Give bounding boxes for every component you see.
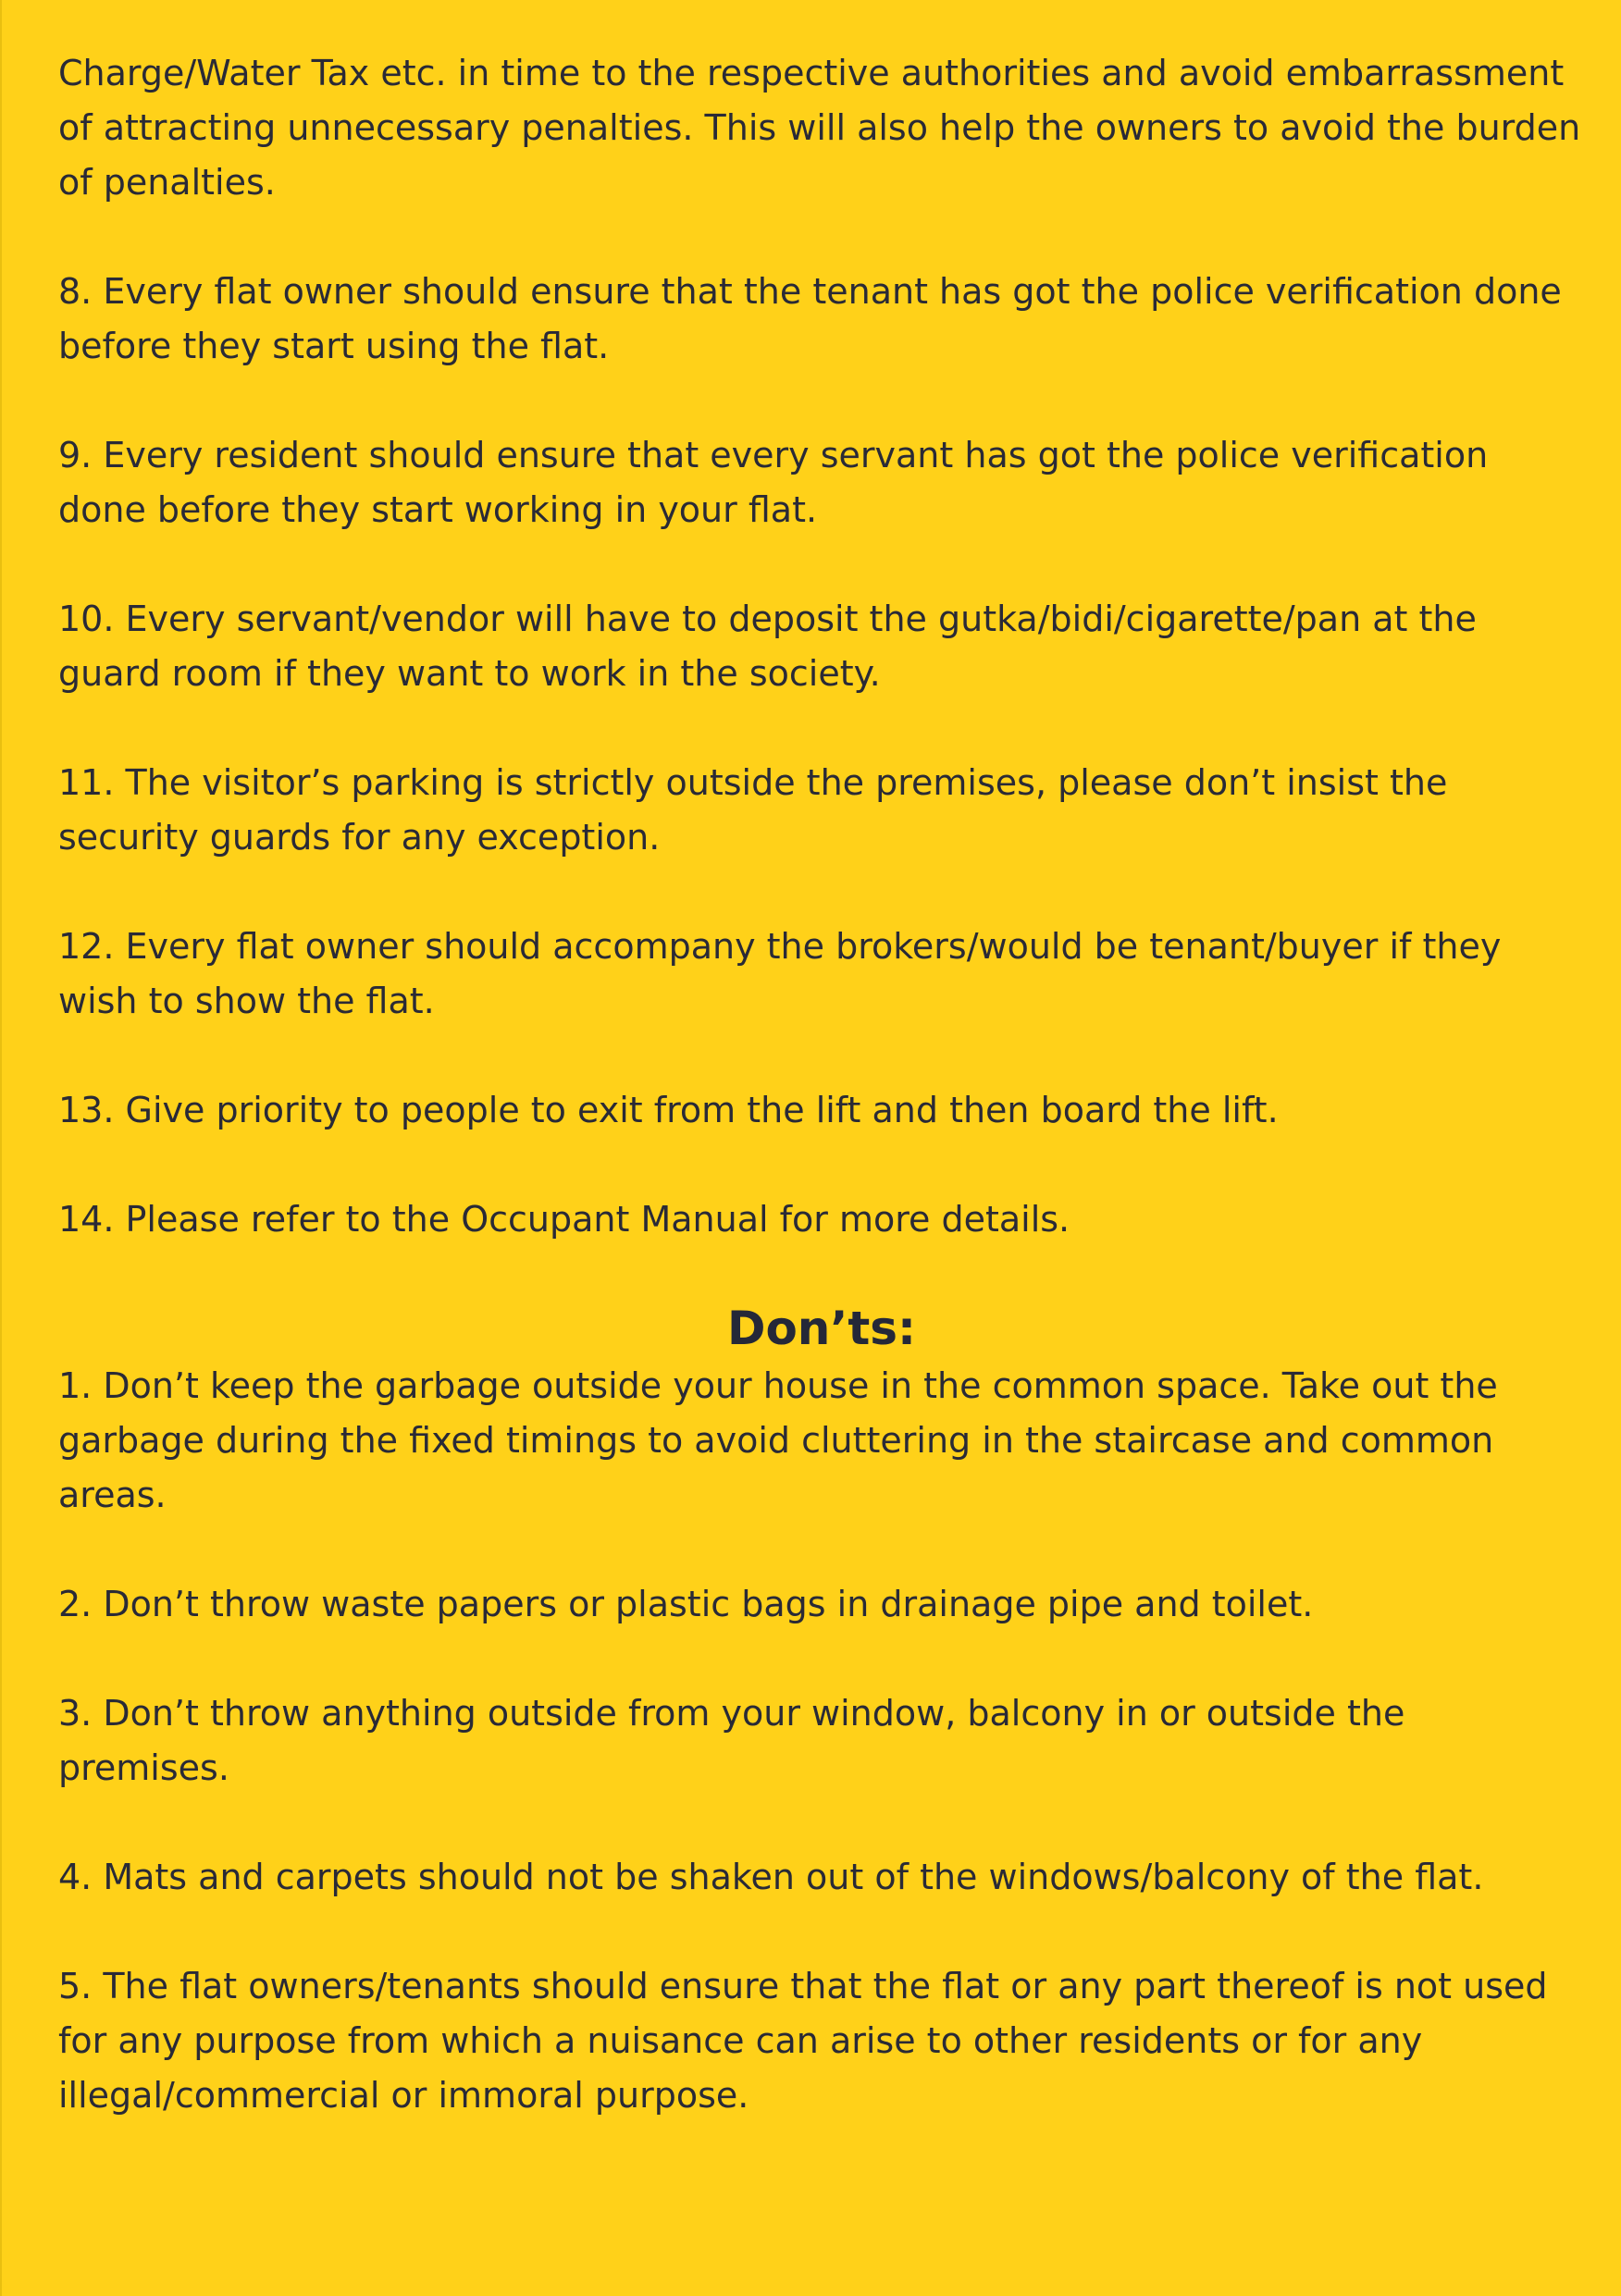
donts-item-5: 5. The flat owners/tenants should ensure that the flat or any part thereof is not used for any purpose from which a nuisance can arise to other residents or for any illegal/commercial or immoral purpose. <box>58 1966 1548 2116</box>
dos-item-11: 11. The visitor’s parking is strictly outside the premises, please don’t insist the security guards for any exception. <box>58 762 1448 858</box>
rules-content <box>58 46 1585 2178</box>
dos-item-13: 13. Give priority to people to exit from the lift and then board the lift. <box>58 1090 1279 1130</box>
donts-item-3: 3. Don’t throw anything outside from your window, balcony in or outside the premises. <box>58 1693 1405 1788</box>
donts-item-1: 1. Don’t keep the garbage outside your house in the common space. Take out the garbage during the fixed timings to avoid cluttering in the staircase and common areas. <box>58 1365 1498 1515</box>
dos-item-12: 12. Every flat owner should accompany the brokers/would be tenant/buyer if they wish to show the flat. <box>58 926 1502 1021</box>
dos-item-9: 9. Every resident should ensure that every servant has got the police verification done before they start working in your flat. <box>58 435 1489 530</box>
dos-paragraph-7-continued: Charge/Water Tax etc. in time to the respective authorities and avoid embarrassment of attracting unnecessary penalties. This will also help the owners to avoid the burden of penalties. <box>58 53 1581 203</box>
dos-item-8: 8. Every flat owner should ensure that the tenant has got the police verification done before they start using the flat. <box>58 271 1562 366</box>
donts-item-4: 4. Mats and carpets should not be shaken out of the windows/balcony of the flat. <box>58 1857 1484 1897</box>
dos-item-14: 14. Please refer to the Occupant Manual for more details. <box>58 1199 1070 1240</box>
dos-item-10: 10. Every servant/vendor will have to deposit the gutka/bidi/cigarette/pan at the guard room if they want to work in the society. <box>58 599 1477 694</box>
donts-heading: Don’ts: <box>726 1302 917 1355</box>
donts-item-2: 2. Don’t throw waste papers or plastic bags in drainage pipe and toilet. <box>58 1584 1314 1624</box>
